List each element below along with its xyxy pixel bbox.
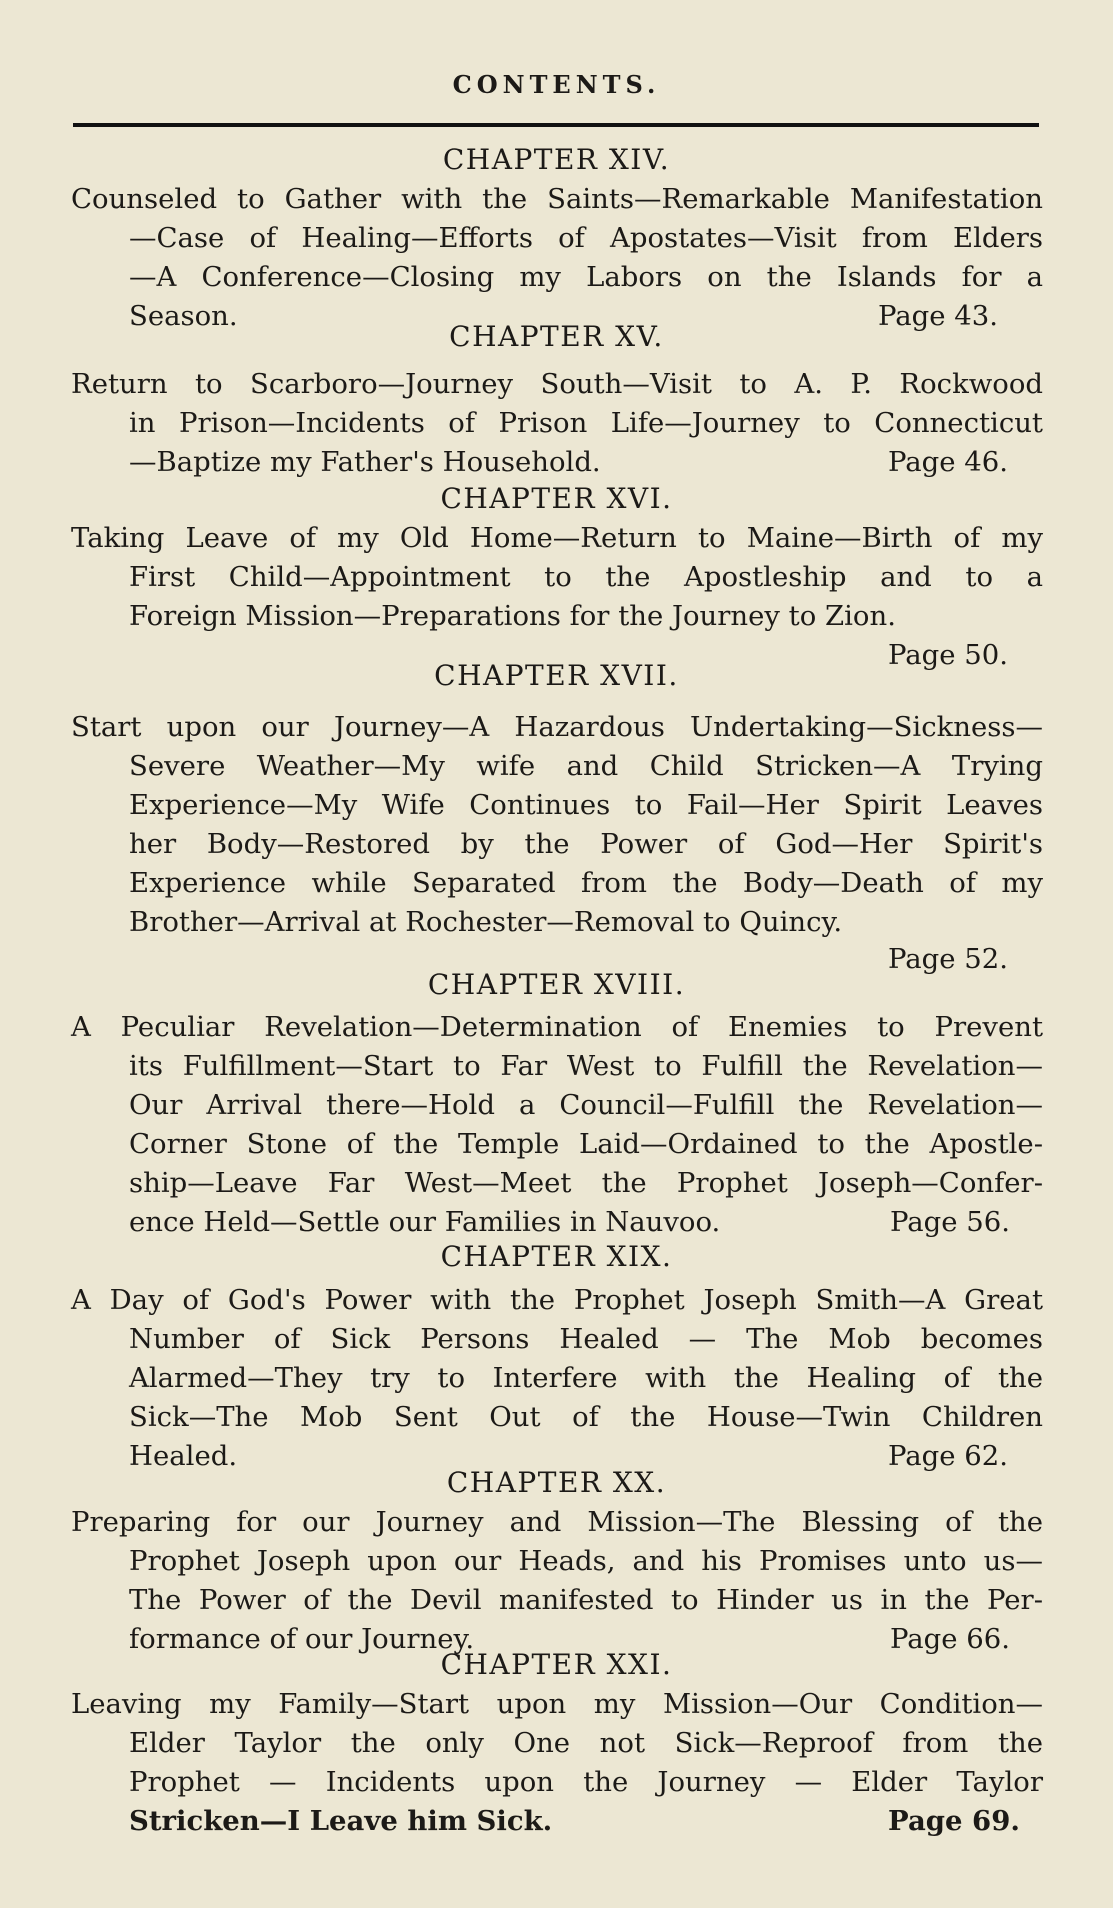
chapter-heading: CHAPTER XX. (446, 1466, 667, 1499)
chapter-summary-line: Alarmed—They try to Interfere with the Healing of the (129, 1362, 1043, 1394)
chapter-summary-line: ship—Leave Far West—Meet the Prophet Joseph—Confer- (129, 1167, 1043, 1199)
chapter-summary-line: Taking Leave of my Old Home—Return to Maine—Birth of my (71, 522, 1043, 554)
chapter-heading: CHAPTER XVII. (434, 659, 679, 692)
chapter-summary-line: Our Arrival there—Hold a Council—Fulfill the Revelation— (129, 1089, 1043, 1121)
chapter-summary-line: Prophet — Incidents upon the Journey — Elder Taylor (129, 1766, 1043, 1798)
chapter-heading: CHAPTER XV. (449, 320, 664, 353)
chapter-summary-line: Foreign Mission—Preparations for the Journey to Zion. (129, 600, 896, 632)
page-reference: Page 56. (890, 1206, 1011, 1238)
chapter-summary-line: Counseled to Gather with the Saints—Remarkable Manifestation (71, 183, 1043, 215)
chapter-summary-line: Leaving my Family—Start upon my Mission—Our Condition— (71, 1688, 1043, 1720)
header-rule (73, 123, 1039, 127)
chapter-summary-line: —A Conference—Closing my Labors on the Islands for a (129, 261, 1043, 293)
chapter-summary-line: A Peculiar Revelation—Determination of Enemies to Prevent (71, 1011, 1043, 1043)
chapter-summary-line: Severe Weather—My wife and Child Stricken—A Trying (129, 750, 1043, 782)
chapter-summary-line: Number of Sick Persons Healed — The Mob becomes (129, 1323, 1043, 1355)
chapter-summary-line: A Day of God's Power with the Prophet Joseph Smith—A Great (71, 1284, 1043, 1316)
page-reference: Page 62. (888, 1440, 1009, 1472)
chapter-summary-line: Season. (129, 300, 238, 332)
chapter-summary-line: Elder Taylor the only One not Sick—Reproof from the (129, 1727, 1043, 1759)
chapter-summary-line: Brother—Arrival at Rochester—Removal to Quincy. (129, 906, 843, 938)
chapter-heading: CHAPTER XVIII. (427, 968, 686, 1001)
page-reference: Page 66. (890, 1623, 1011, 1655)
chapter-summary-line: —Case of Healing—Efforts of Apostates—Visit from Elders (129, 222, 1043, 254)
chapter-summary-line: Experience while Separated from the Body—Death of my (129, 867, 1043, 899)
chapter-summary-line: ence Held—Settle our Families in Nauvoo. (129, 1206, 721, 1238)
chapter-summary-line: Prophet Joseph upon our Heads, and his Promises unto us— (129, 1545, 1043, 1577)
chapter-heading: CHAPTER XXI. (440, 1648, 673, 1681)
chapter-summary-line: —Baptize my Father's Household. (129, 446, 601, 478)
page-reference: Page 43. (878, 300, 999, 332)
page-reference: Page 52. (888, 943, 1009, 975)
chapter-summary-line: its Fulfillment—Start to Far West to Fulfill the Revelation— (129, 1050, 1043, 1082)
chapter-summary-line: The Power of the Devil manifested to Hinder us in the Per- (129, 1584, 1043, 1616)
chapter-heading: CHAPTER XIV. (442, 143, 671, 176)
chapter-summary-line: Preparing for our Journey and Mission—The Blessing of the (71, 1506, 1043, 1538)
chapter-summary-line: Experience—My Wife Continues to Fail—Her Spirit Leaves (129, 789, 1043, 821)
chapter-summary-line: in Prison—Incidents of Prison Life—Journey to Connecticut (129, 407, 1043, 439)
page-reference: Page 69. (888, 1805, 1020, 1837)
chapter-summary-line: Sick—The Mob Sent Out of the House—Twin Children (129, 1401, 1043, 1433)
chapter-summary-line: Healed. (129, 1440, 238, 1472)
chapter-heading: CHAPTER XIX. (440, 1240, 673, 1273)
chapter-summary-line: formance of our Journey. (129, 1623, 475, 1655)
page-reference: Page 46. (888, 446, 1009, 478)
chapter-summary-line: her Body—Restored by the Power of God—Her Spirit's (129, 828, 1043, 860)
chapter-summary-line: Stricken—I Leave him Sick. (129, 1805, 553, 1837)
contents-header: CONTENTS. (452, 70, 661, 99)
chapter-summary-line: Return to Scarboro—Journey South—Visit to A. P. Rockwood (71, 368, 1043, 400)
page-reference: Page 50. (888, 639, 1009, 671)
chapter-summary-line: Start upon our Journey—A Hazardous Undertaking—Sickness— (71, 711, 1043, 743)
chapter-heading: CHAPTER XVI. (440, 482, 673, 515)
chapter-summary-line: First Child—Appointment to the Apostleship and to a (129, 561, 1043, 593)
chapter-summary-line: Corner Stone of the Temple Laid—Ordained to the Apostle- (129, 1128, 1043, 1160)
